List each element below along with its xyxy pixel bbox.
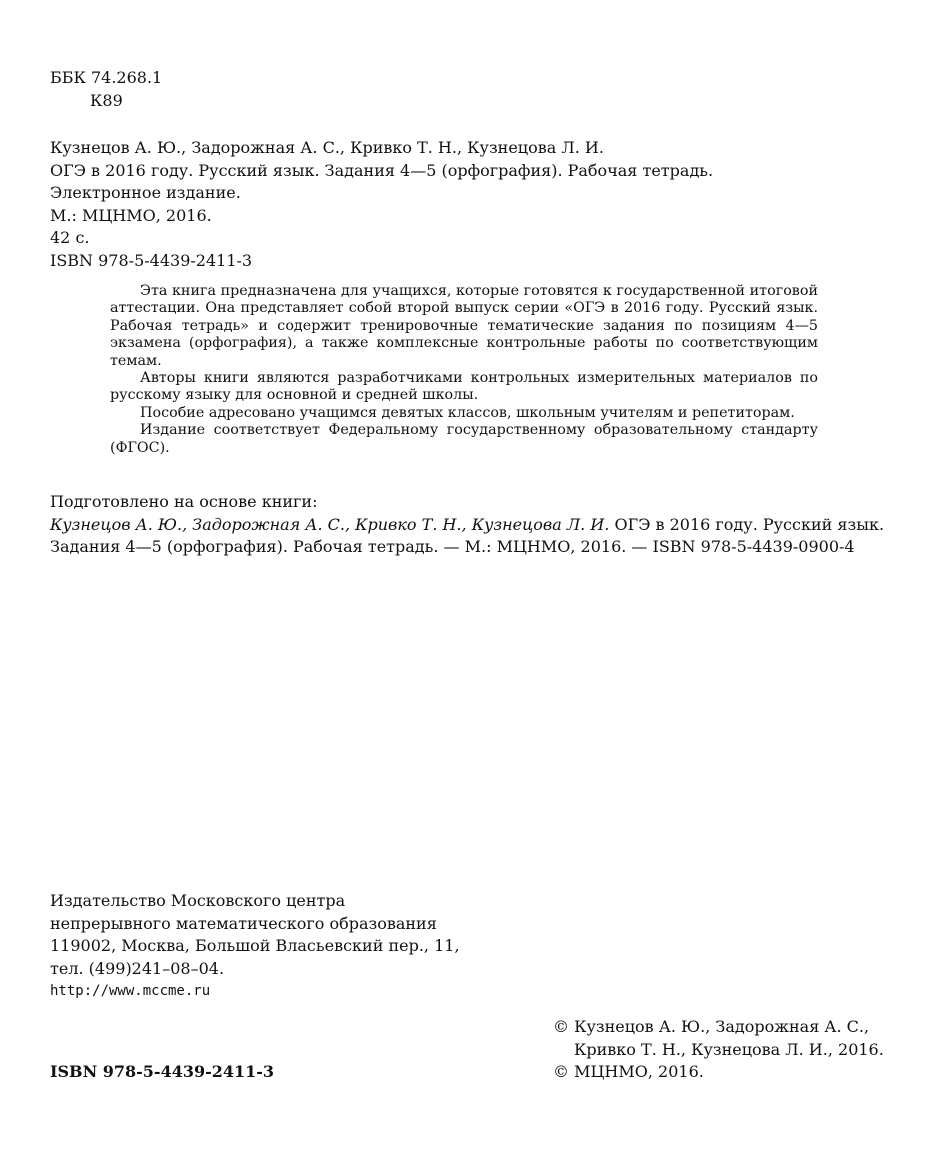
source-authors: Кузнецов А. Ю., Задорожная А. С., Кривко Т. Н., Кузнецова Л. И. [50,514,610,534]
publisher-url-link[interactable]: http://www.mccme.ru [50,983,211,999]
annotation-paragraph: Издание соответствует Федеральному государственному образовательному стандарту (ФГОС). [110,422,818,456]
copyright-authors-cont: Кривко Т. Н., Кузнецова Л. И., 2016. [574,1039,884,1059]
source-details: Задания 4—5 (орфография). Рабочая тетрадь. — М.: МЦНМО, 2016. — ISBN 978-5-4439-0900-4 [50,537,855,556]
bibliographic-record [50,137,713,272]
source-book [50,491,884,559]
copyright-publisher: © МЦНМО, 2016. [553,1062,704,1081]
publisher-info [50,890,460,1003]
publisher-address: 119002, Москва, Большой Власьевский пер., 11, [50,936,460,955]
biblio-isbn: ISBN 978-5-4439-2411-3 [50,250,253,270]
annotation-paragraph: Пособие адресовано учащимся девятых классов, школьным учителям и репетиторам. [140,404,795,421]
biblio-authors: Кузнецов А. Ю., Задорожная А. С., Кривко Т. Н., Кузнецова Л. И. [50,138,604,157]
copyright-block [553,1016,884,1084]
annotation [110,283,818,457]
copyright-authors: © Кузнецов А. Ю., Задорожная А. С., [553,1017,870,1036]
source-heading: Подготовлено на основе книги: [50,492,318,511]
bbk-code: ББК 74.268.1 [50,68,163,87]
annotation-paragraph: Эта книга предназначена для учащихся, которые готовятся к государственной итоговой аттестации. Она представляет собой второй выпуск серии «ОГЭ в 2016 году. Русский язык. Рабочая тетрадь» и содержит тренировочные тематические задания по позициям 4—5 экзамена (орфография), а также комплексные контрольные работы по соответствующим темам. [110,283,818,369]
publisher-name-2: непрерывного математического образования [50,913,437,933]
biblio-pages: 42 с. [50,228,90,247]
biblio-publisher: М.: МЦНМО, 2016. [50,205,212,225]
biblio-title: ОГЭ в 2016 году. Русский язык. Задания 4—5 (орфография). Рабочая тетрадь. [50,160,714,180]
publisher-phone: тел. (499)241–08–04. [50,958,225,978]
source-title: ОГЭ в 2016 году. Русский язык. [609,514,885,534]
source-citation-line [50,514,884,537]
publisher-name-1: Издательство Московского центра [50,891,346,910]
author-mark: К89 [90,90,123,110]
annotation-paragraph: Авторы книги являются разработчиками контрольных измерительных материалов по русскому языку для основной и средней школы. [110,370,818,404]
biblio-edition: Электронное издание. [50,183,241,202]
bbk-block [50,67,162,112]
isbn-footer: ISBN 978-5-4439-2411-3 [50,1062,275,1081]
